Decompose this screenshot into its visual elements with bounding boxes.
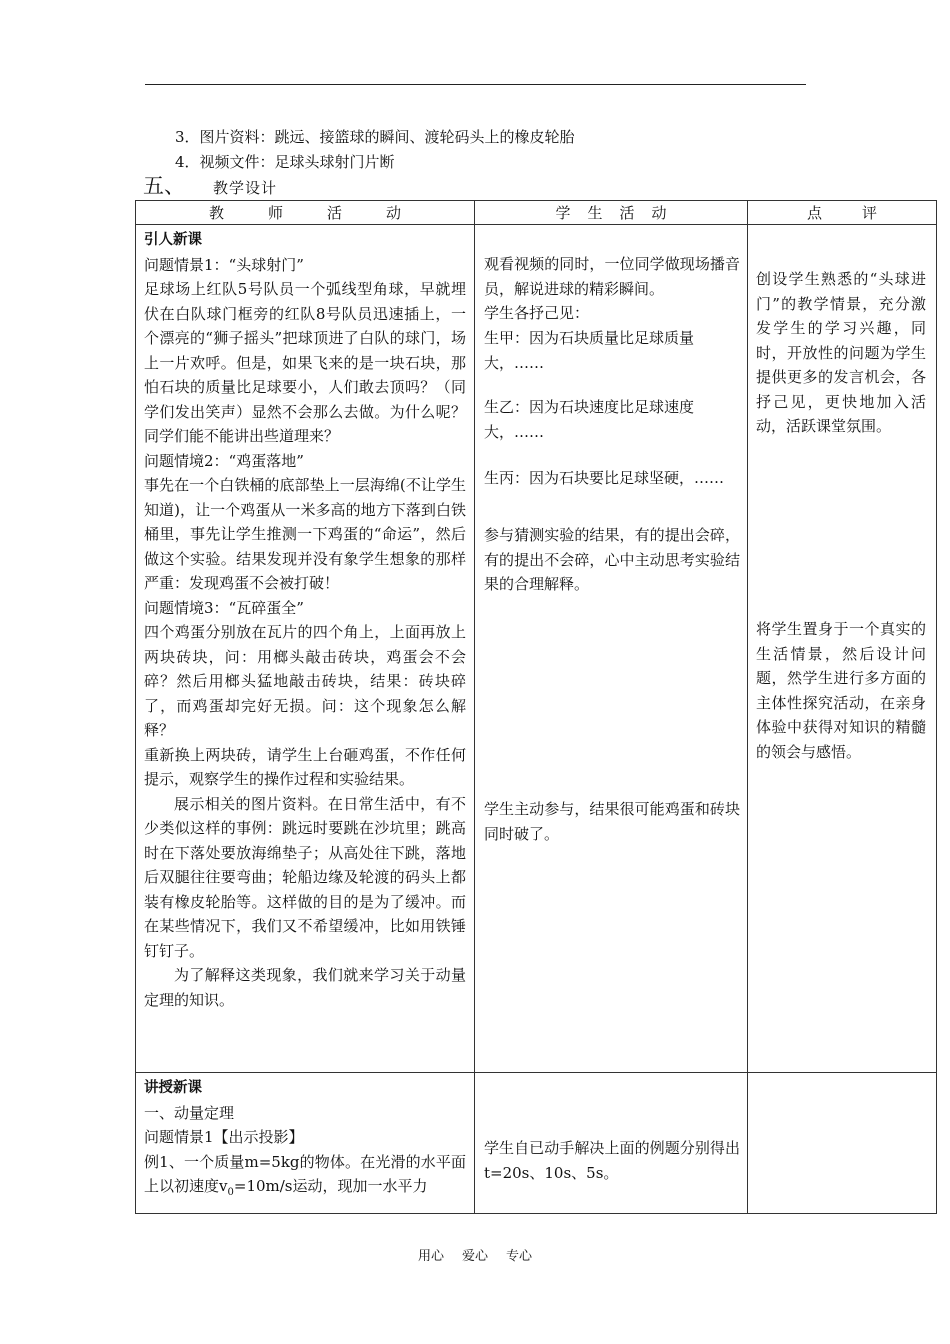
stage-title-new-lesson: 讲授新课 bbox=[144, 1080, 202, 1096]
comment-2: 将学生置身于一个真实的生活情景，然后设计问题，然学生进行多方面的主体性探究活动，在亲身体验中获得对知识的精髓的领会与感悟。 bbox=[756, 620, 926, 761]
student-participate-text: 学生主动参与，结果很可能鸡蛋和砖块同时破了。 bbox=[484, 800, 740, 843]
student-cell-intro bbox=[475, 225, 748, 1073]
section-number: 五、 bbox=[143, 174, 185, 198]
stage-title-intro: 引人新课 bbox=[144, 232, 202, 248]
scenario-3-title: 问题情境3：“瓦碎蛋全” bbox=[144, 598, 304, 617]
table-row-intro bbox=[136, 225, 937, 1073]
table-header-row bbox=[136, 201, 937, 225]
material-item-4: 4．视频文件：足球头球射门片断 bbox=[175, 153, 395, 171]
scenario-1-title: 问题情景1：“头球射门” bbox=[144, 255, 304, 274]
scenario-3-text: 四个鸡蛋分别放在瓦片的四个角上，上面再放上两块砖块，问：用榔头敲击砖块，鸡蛋会不会碎？然后用榔头猛地敲击砖块，结果：砖块碎了，而鸡蛋却完好无损。问：这个现象怎么解释？ bbox=[144, 623, 466, 739]
student-opinions-label: 学生各抒己见： bbox=[484, 304, 590, 322]
picture-examples-text: 展示相关的图片资料。在日常生活中，有不少类似这样的事例：跳远时要跳在沙坑里；跳高时在下落处要放海绵垫子；从高处往下跳，落地后双腿往往要弯曲；轮船边缘及轮渡的码头上都装有橡皮轮胎等。这样做的目的是为了缓冲。而在某些情况下，我们又不希望缓冲，比如用铁锤钉钉子。 bbox=[144, 794, 466, 960]
comment-1: 创设学生熟悉的“头球进门”的教学情景，充分激发学生的学习兴趣，同时，开放性的问题为学生提供更多的发言机会，各抒己见，更快地加入活动，活跃课堂氛围。 bbox=[756, 270, 926, 435]
material-item-3: 3．图片资料：跳远、接篮球的瞬间、渡轮码头上的橡皮轮胎 bbox=[175, 128, 575, 146]
scenario-2-text: 事先在一个白铁桶的底部垫上一层海绵(不让学生知道)，让一个鸡蛋从一米多高的地方下落到白铁桶里，事先让学生推测一下鸡蛋的“命运”，然后做这个实验。结果发现并没有象学生想象的那样严重：发现鸡蛋不会被打破！ bbox=[144, 476, 466, 592]
student-video-text: 观看视频的同时，一位同学做现场播音员，解说进球的精彩瞬间。 bbox=[484, 255, 740, 298]
scenario-projection: 问题情景1【出示投影】 bbox=[144, 1128, 304, 1146]
page-footer bbox=[0, 1248, 950, 1266]
header-teacher-activity: 教师活动 bbox=[136, 201, 475, 225]
footer-word-1: 用心 bbox=[417, 1249, 444, 1264]
comment-cell-new-lesson bbox=[748, 1073, 937, 1214]
header-comment: 点评 bbox=[748, 201, 937, 225]
footer-word-3: 专心 bbox=[506, 1249, 533, 1264]
header-rule bbox=[145, 84, 806, 85]
teacher-cell-intro bbox=[136, 225, 475, 1073]
student-answer-c: 生丙：因为石块要比足球坚硬，…… bbox=[484, 469, 725, 487]
footer-word-2: 爱心 bbox=[461, 1249, 488, 1264]
transition-text: 为了解释这类现象，我们就来学习关于动量定理的知识。 bbox=[144, 966, 466, 1009]
header-student-activity: 学生活动 bbox=[475, 201, 748, 225]
section-heading bbox=[143, 172, 277, 202]
student-answer-a: 生甲：因为石块质量比足球质量大，…… bbox=[484, 329, 695, 372]
brick-retry-text: 重新换上两块砖，请学生上台砸鸡蛋，不作任何提示，观察学生的操作过程和实验结果。 bbox=[144, 745, 466, 788]
student-answer-b: 生乙：因为石块速度比足球速度大，…… bbox=[484, 398, 695, 441]
scenario-2-title: 问题情境2：“鸡蛋落地” bbox=[144, 451, 304, 470]
table-row-new-lesson bbox=[136, 1073, 937, 1214]
student-cell-new-lesson bbox=[475, 1073, 748, 1214]
example-1-text: 例1、一个质量m=5kg的物体。在光滑的水平面上以初速度$v_0=10m/s$运动，现加一水平力 bbox=[144, 1152, 466, 1198]
scenario-1-text: 足球场上红队5号队员一个弧线型角球，早就埋伏在白队球门框旁的红队8号队员迅速插上，一个漂亮的“狮子摇头”把球顶进了白队的球门，场上一片欢呼。但是，如果飞来的是一块石块，那怕石块的质量比足球要小，人们敢去顶吗？（同学们发出笑声）显然不会那么去做。为什么呢？同学们能不能讲出些道理来？ bbox=[144, 280, 466, 445]
student-guess-text: 参与猜测实验的结果，有的提出会碎，有的提出不会碎，心中主动思考实验结果的合理解释。 bbox=[484, 526, 740, 593]
student-example-answer: 学生自已动手解决上面的例题分别得出t=20s、10s、5s。 bbox=[484, 1139, 740, 1182]
comment-cell-intro bbox=[748, 225, 937, 1073]
teacher-cell-new-lesson bbox=[136, 1073, 475, 1214]
topic-momentum-theorem: 一、动量定理 bbox=[144, 1103, 235, 1122]
lesson-design-table bbox=[135, 200, 937, 1214]
section-title: 教学设计 bbox=[213, 179, 278, 197]
